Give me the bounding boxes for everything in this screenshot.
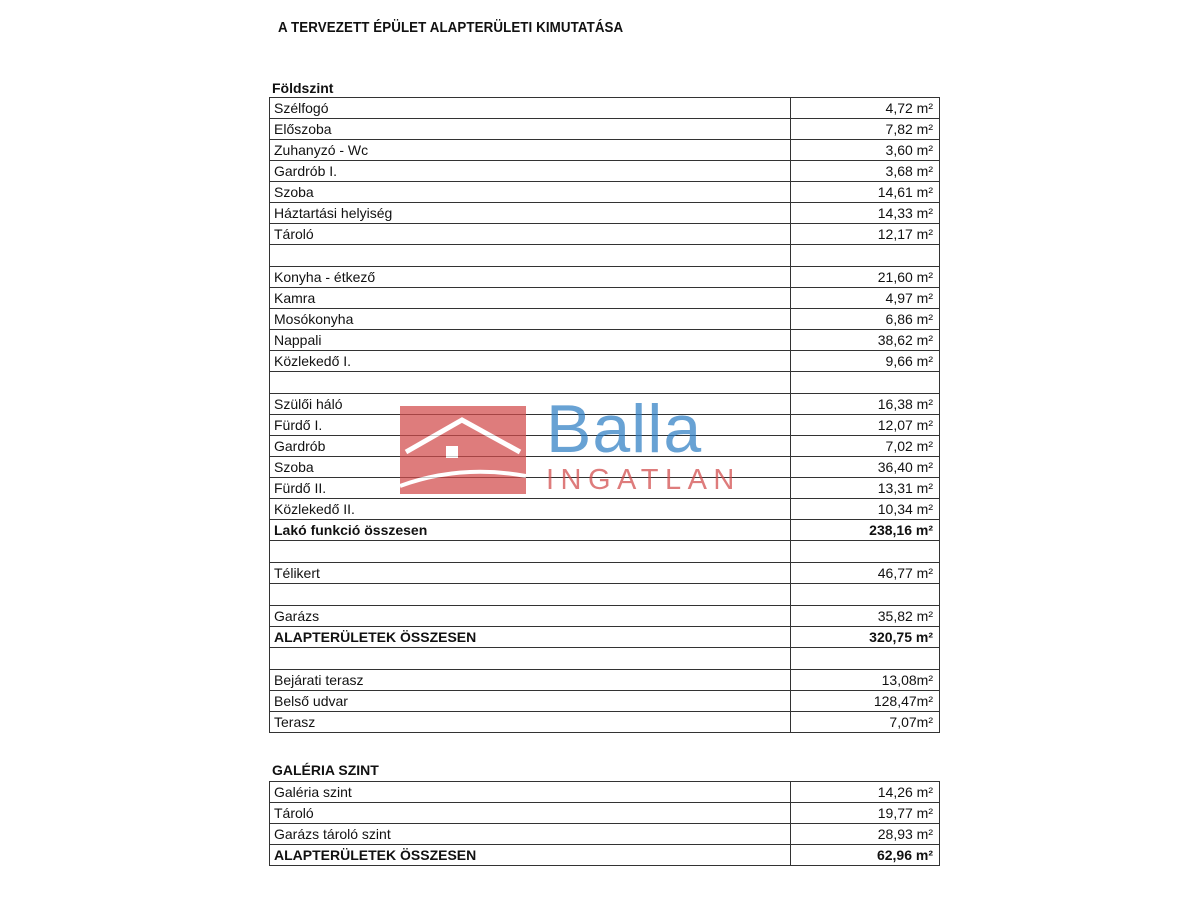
- table-row: [270, 309, 940, 330]
- room-name: Bejárati terasz: [270, 670, 791, 691]
- table-row: [270, 415, 940, 436]
- room-area: 14,33 m²: [791, 203, 940, 224]
- room-area: 14,26 m²: [791, 782, 940, 803]
- table-row: [270, 182, 940, 203]
- room-area: 7,02 m²: [791, 436, 940, 457]
- watermark-sub: INGATLAN: [546, 464, 741, 496]
- room-name: [270, 245, 791, 267]
- room-area: 3,60 m²: [791, 140, 940, 161]
- table-row: [270, 394, 940, 415]
- room-area: 238,16 m²: [791, 520, 940, 541]
- table-row: [270, 288, 940, 309]
- table-row: [270, 499, 940, 520]
- room-area: [791, 245, 940, 267]
- table-row: [270, 161, 940, 182]
- room-area: 10,34 m²: [791, 499, 940, 520]
- room-area: 62,96 m²: [791, 845, 940, 866]
- table-row: [270, 457, 940, 478]
- room-area: 13,08m²: [791, 670, 940, 691]
- room-name: [270, 372, 791, 394]
- room-name: Közlekedő II.: [270, 499, 791, 520]
- room-name: Konyha - étkező: [270, 267, 791, 288]
- foldszint-table: [269, 97, 940, 733]
- table-row: [270, 845, 940, 866]
- table-row: [270, 691, 940, 712]
- table-row: [270, 372, 940, 394]
- room-area: 320,75 m²: [791, 627, 940, 648]
- room-area: 9,66 m²: [791, 351, 940, 372]
- room-area: 3,68 m²: [791, 161, 940, 182]
- room-area: 6,86 m²: [791, 309, 940, 330]
- table-row: [270, 712, 940, 733]
- room-name: Szélfogó: [270, 98, 791, 119]
- room-name: Szoba: [270, 457, 791, 478]
- table-row: [270, 119, 940, 140]
- table-row: [270, 140, 940, 161]
- table-row: [270, 98, 940, 119]
- room-name: Tároló: [270, 803, 791, 824]
- room-name: Belső udvar: [270, 691, 791, 712]
- table-row: [270, 782, 940, 803]
- room-area: 12,17 m²: [791, 224, 940, 245]
- table-row: [270, 351, 940, 372]
- room-area: 4,72 m²: [791, 98, 940, 119]
- table-row: [270, 803, 940, 824]
- room-name: [270, 584, 791, 606]
- room-area: 38,62 m²: [791, 330, 940, 351]
- section-title-foldszint: Földszint: [272, 80, 334, 96]
- room-area: 19,77 m²: [791, 803, 940, 824]
- table-row: [270, 203, 940, 224]
- table-row: [270, 627, 940, 648]
- room-area: 28,93 m²: [791, 824, 940, 845]
- room-name: Szoba: [270, 182, 791, 203]
- room-area: [791, 541, 940, 563]
- room-name: Gardrób: [270, 436, 791, 457]
- document-title: A TERVEZETT ÉPÜLET ALAPTERÜLETI KIMUTATÁSA: [278, 20, 624, 36]
- room-name: Tároló: [270, 224, 791, 245]
- room-area: 4,97 m²: [791, 288, 940, 309]
- table-row: [270, 267, 940, 288]
- room-area: [791, 648, 940, 670]
- room-name: Terasz: [270, 712, 791, 733]
- room-area: 35,82 m²: [791, 606, 940, 627]
- table-row: [270, 436, 940, 457]
- room-name: ALAPTERÜLETEK ÖSSZESEN: [270, 627, 791, 648]
- room-area: 36,40 m²: [791, 457, 940, 478]
- room-name: Háztartási helyiség: [270, 203, 791, 224]
- room-name: Kamra: [270, 288, 791, 309]
- room-area: 12,07 m²: [791, 415, 940, 436]
- room-name: Garázs tároló szint: [270, 824, 791, 845]
- room-area: 46,77 m²: [791, 563, 940, 584]
- room-name: Nappali: [270, 330, 791, 351]
- room-name: Garázs: [270, 606, 791, 627]
- room-name: Galéria szint: [270, 782, 791, 803]
- room-area: 13,31 m²: [791, 478, 940, 499]
- table-row: [270, 670, 940, 691]
- room-area: 16,38 m²: [791, 394, 940, 415]
- room-name: Fürdő II.: [270, 478, 791, 499]
- table-row: [270, 520, 940, 541]
- table-row: [270, 584, 940, 606]
- table-row: [270, 330, 940, 351]
- room-name: Fürdő I.: [270, 415, 791, 436]
- room-name: Szülői háló: [270, 394, 791, 415]
- room-name: Közlekedő I.: [270, 351, 791, 372]
- table-row: [270, 224, 940, 245]
- room-name: [270, 648, 791, 670]
- table-row: [270, 648, 940, 670]
- table-row: [270, 563, 940, 584]
- room-name: Lakó funkció összesen: [270, 520, 791, 541]
- table-row: [270, 824, 940, 845]
- galeria-table: [269, 781, 940, 866]
- room-name: Télikert: [270, 563, 791, 584]
- table-row: [270, 606, 940, 627]
- table-row: [270, 478, 940, 499]
- table-row: [270, 541, 940, 563]
- room-area: 128,47m²: [791, 691, 940, 712]
- section-title-galeria: GALÉRIA SZINT: [272, 762, 379, 778]
- room-name: ALAPTERÜLETEK ÖSSZESEN: [270, 845, 791, 866]
- table-row: [270, 245, 940, 267]
- room-area: 14,61 m²: [791, 182, 940, 203]
- room-name: Mosókonyha: [270, 309, 791, 330]
- room-area: [791, 372, 940, 394]
- room-name: Zuhanyzó - Wc: [270, 140, 791, 161]
- room-name: Gardrób I.: [270, 161, 791, 182]
- room-area: 7,82 m²: [791, 119, 940, 140]
- room-area: [791, 584, 940, 606]
- watermark-brand: Balla: [546, 391, 703, 467]
- room-area: 21,60 m²: [791, 267, 940, 288]
- room-area: 7,07m²: [791, 712, 940, 733]
- room-name: [270, 541, 791, 563]
- room-name: Előszoba: [270, 119, 791, 140]
